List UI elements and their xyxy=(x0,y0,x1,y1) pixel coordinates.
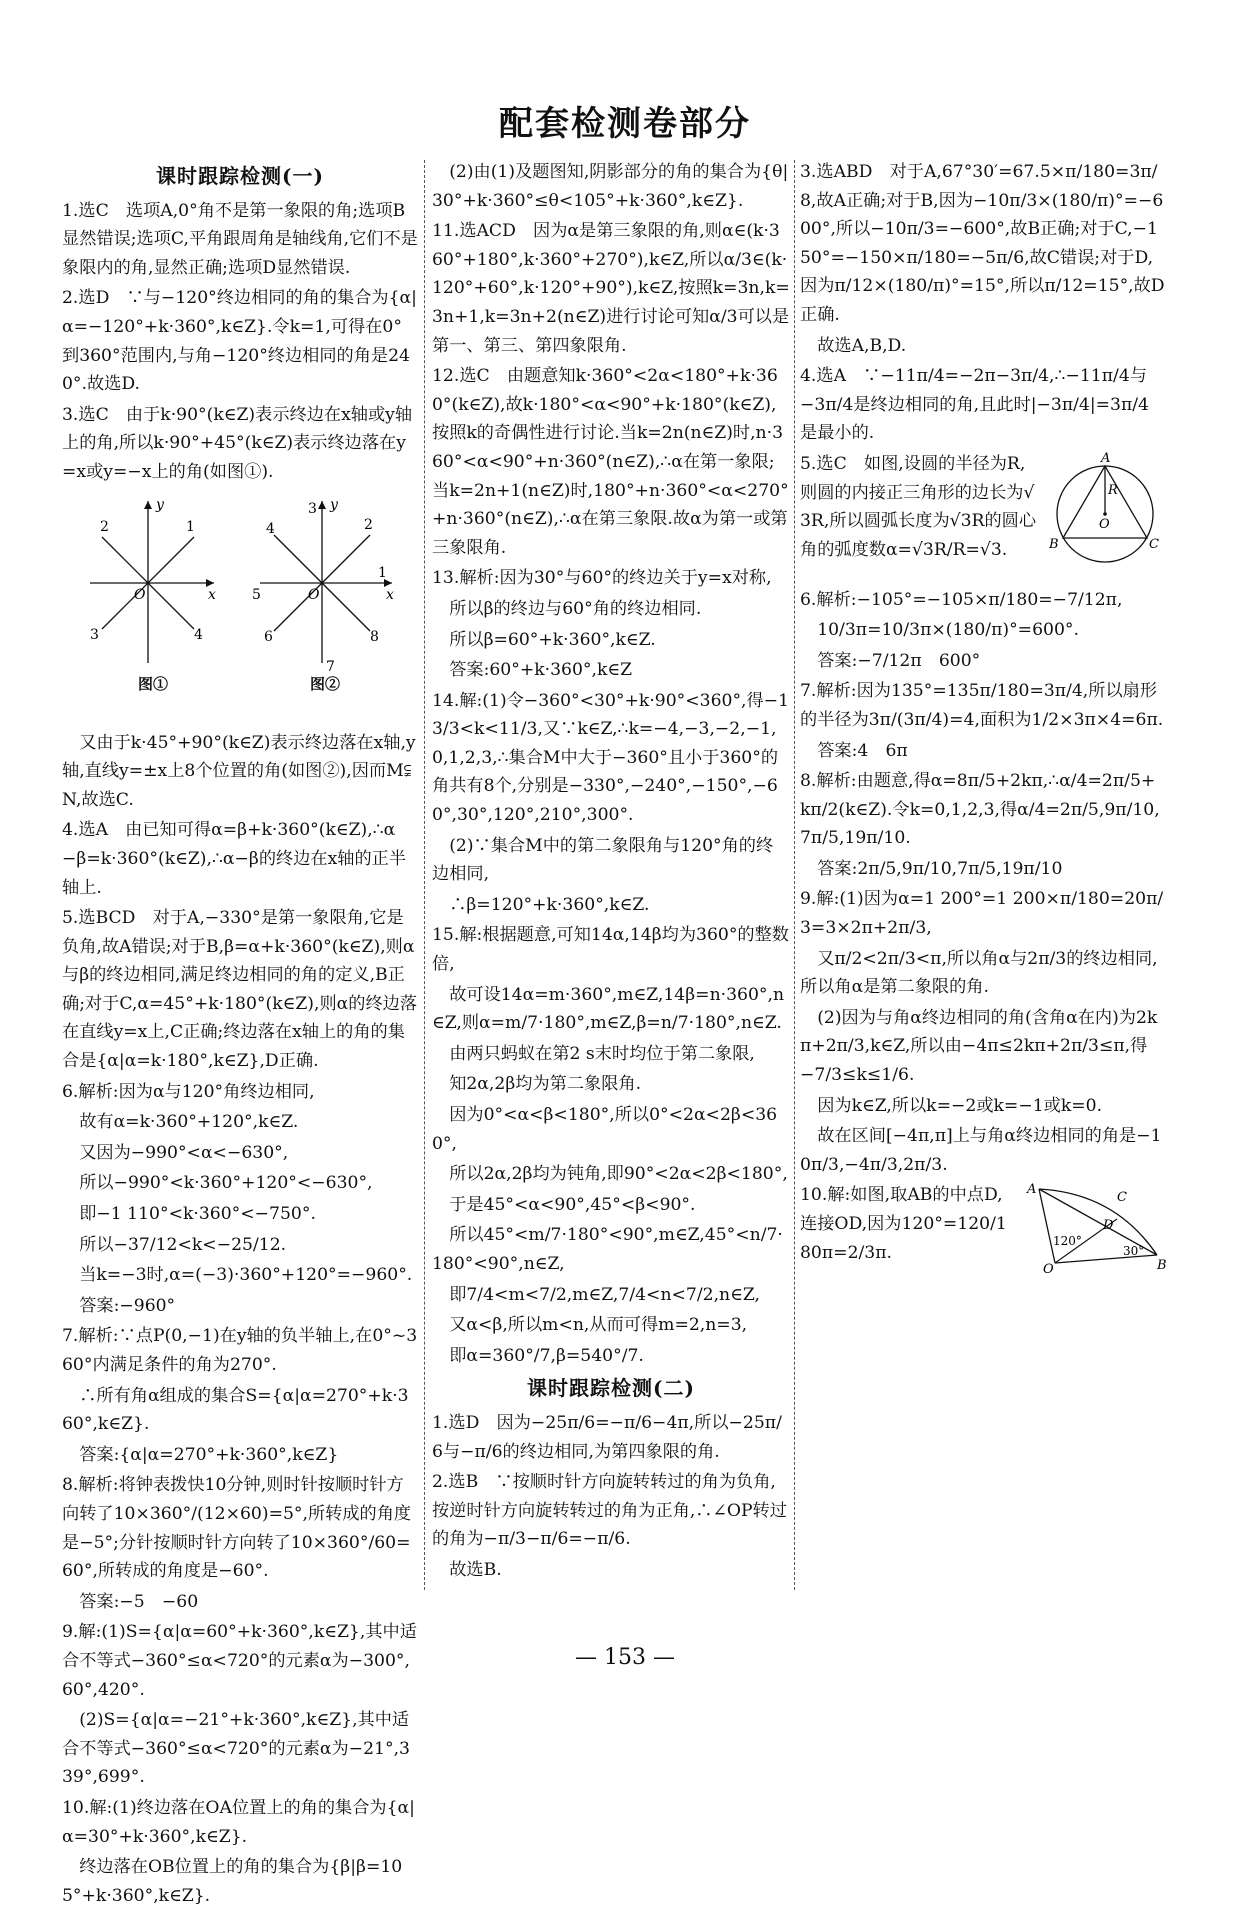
answer-line: 10.解:(1)终边落在OA位置上的角的集合为{α|α=30°+k·360°,k∈Z}. xyxy=(62,1797,415,1847)
fig1-mark-y: y xyxy=(156,496,164,513)
column-1-block-a xyxy=(62,197,418,487)
answer-line: 4.选A ∵−11π/4=−2π−3π/4,∴−11π/4与−3π/4是终边相同的角,且此时|−3π/4|=3π/4是最小的. xyxy=(800,366,1149,444)
section-heading-1: 课时跟踪检测(一) xyxy=(156,164,324,188)
answer-line: 故选A,B,D. xyxy=(800,335,907,356)
column-divider-1 xyxy=(424,160,425,1590)
answer-line: 所以β=60°+k·360°,k∈Z. xyxy=(432,629,656,650)
fig2-mark-o: O xyxy=(308,586,320,603)
fig2-mark-x: x xyxy=(386,586,394,603)
answer-line: 8.解析:将钟表拨快10分钟,则时针按顺时针方向转了10×360°/(12×60)=5°,所转成的角度是−5°;分针按顺时针方向转了10×360°/60=60°,所转成的角度是−60°. xyxy=(62,1475,412,1582)
answer-line: 所以−37/12<k<−25/12. xyxy=(62,1234,287,1255)
answer-line: 故有α=k·360°+120°,k∈Z. xyxy=(62,1112,299,1133)
answer-line: 4.选A 由已知可得α=β+k·360°(k∈Z),∴α−β=k·360°(k∈Z),∴α−β的终边在x轴的正半轴上. xyxy=(62,820,407,898)
answer-line: 15.解:根据题意,可知14α,14β均为360°的整数倍, xyxy=(432,925,789,975)
fig1-mark-x: x xyxy=(208,586,216,603)
fig1-mark-4: 4 xyxy=(194,626,203,643)
answer-line: 所以45°<m/7·180°<90°,m∈Z,45°<n/7·180°<90°,n∈Z, xyxy=(432,1225,783,1274)
answer-line: 9.解:(1)S={α|α=60°+k·360°,k∈Z},其中适合不等式−360°≤α<720°的元素α为−300°,60°,420°. xyxy=(62,1622,417,1700)
fig1-mark-2: 2 xyxy=(100,518,109,535)
answer-line: 9.解:(1)因为α=1 200°=1 200×π/180=20π/3=3×2π+2π/3, xyxy=(800,889,1164,939)
column-2-block-a xyxy=(432,158,790,1370)
circle-mark-o: O xyxy=(1099,516,1110,532)
sector-mark-o: O xyxy=(1043,1262,1054,1278)
answer-line: 8.解析:由题意,得α=8π/5+2kπ,∴α/4=2π/5+kπ/2(k∈Z).令k=0,1,2,3,得α/4=2π/5,9π/10,7π/5,19π/10. xyxy=(800,771,1160,849)
answer-line: 终边落在OB位置上的角的集合为{β|β=105°+k·360°,k∈Z}. xyxy=(62,1857,403,1906)
sector-mark-30: 30° xyxy=(1123,1244,1145,1259)
sector-mark-b: B xyxy=(1157,1258,1167,1274)
figure-row-angles xyxy=(62,493,418,703)
page-title: 配套检测卷部分 xyxy=(499,104,751,144)
answer-line: 2.选B ∵按顺时针方向旋转转过的角为负角,按逆时针方向旋转转过的角为正角,∴∠OP转过的角为−π/3−π/6=−π/6. xyxy=(432,1472,787,1550)
answer-line: 5.选BCD 对于A,−330°是第一象限角,它是负角,故A错误;对于B,β=α+k·360°(k∈Z),则α与β的终边相同,满足终边相同的角的定义,B正确;对于C,α=45°+k·180°(k∈Z),则α的终边落在直线y=x上,C正确;终边落在x轴上的角的集合是{α|α=k·180°,k∈Z},D正确. xyxy=(62,908,418,1072)
answer-line: 故在区间[−4π,π]上与角α终边相同的角是−10π/3,−4π/3,2π/3. xyxy=(800,1126,1162,1175)
sector-mark-c: C xyxy=(1117,1190,1127,1206)
answer-line: 答案:−5 −60 xyxy=(62,1591,199,1612)
answer-line: 答案:−960° xyxy=(62,1295,176,1316)
answer-line: 所以β的终边与60°角的终边相同. xyxy=(432,598,702,619)
answer-line: 因为k∈Z,所以k=−2或k=−1或k=0. xyxy=(800,1095,1103,1116)
answer-line: (2)∵集合M中的第二象限角与120°角的终边相同, xyxy=(432,835,774,885)
circle-mark-r: R xyxy=(1108,482,1118,498)
answer-line: 答案:4 6π xyxy=(800,740,908,761)
answer-line: 3.选ABD 对于A,67°30′=67.5×π/180=3π/8,故A正确;对于B,因为−10π/3×(180/π)°=−600°,所以−10π/3=−600°,故B正确;对于C,−150°=−150×π/180=−5π/6,故C错误;对于D,因为π/12×(180/π)°=15°,所以π/12=15°,故D正确. xyxy=(800,162,1165,325)
answer-line: 由两只蚂蚁在第2 s末时均位于第二象限, xyxy=(432,1043,755,1064)
column-1-block-b xyxy=(62,729,418,1911)
column-3-block-a xyxy=(800,158,1165,448)
answer-line: 6.解析:因为α与120°角终边相同, xyxy=(62,1081,315,1102)
page-number: — 153 — xyxy=(575,1645,675,1670)
answer-line: 12.选C 由题意知k·360°<2α<180°+k·360°(k∈Z),故k·180°<α<90°+k·180°(k∈Z),按照k的奇偶性进行讨论.当k=2n(n∈Z)时,n·360°<α<90°+n·360°(n∈Z),∴α在第一象限;当k=2n+1(n∈Z)时,180°+n·360°<α<270°+n·360°(n∈Z),∴α在第三象限.故α为第一或第三象限角. xyxy=(432,366,789,558)
column-2-block-b xyxy=(432,1409,790,1585)
answer-line: 又因为−990°<α<−630°, xyxy=(62,1142,289,1163)
answer-line: 因为0°<α<β<180°,所以0°<2α<2β<360°, xyxy=(432,1105,778,1154)
answer-line: ∴所有角α组成的集合S={α|α=270°+k·360°,k∈Z}. xyxy=(62,1385,409,1435)
fig2-mark-2: 2 xyxy=(364,516,373,533)
answer-line: 7.解析:∵点P(0,−1)在y轴的负半轴上,在0°~360°内满足条件的角为270°. xyxy=(62,1326,418,1375)
circle-mark-b: B xyxy=(1049,536,1059,552)
answer-10: 10.解:如图,取AB的中点D,连接OD,因为120°=120/180π=2/3π. xyxy=(800,1185,1007,1263)
column-divider-2 xyxy=(794,160,795,1590)
answer-line: 11.选ACD 因为α是第三象限的角,则α∈(k·360°+180°,k·360°+270°),k∈Z,所以α/3∈(k·120°+60°,k·120°+90°),k∈Z,按照k=3n,k=3n+1,k=3n+2(n∈Z)进行讨论可知α/3可以是第一、第三、第四象限角. xyxy=(432,221,790,356)
answer-line: (2)S={α|α=−21°+k·360°,k∈Z},其中适合不等式−360°≤α<720°的元素α为−21°,339°,699°. xyxy=(62,1710,410,1788)
answer-line: 故可设14α=m·360°,m∈Z,14β=n·360°,n∈Z,则α=m/7·180°,m∈Z,β=n/7·180°,n∈Z. xyxy=(432,984,785,1034)
answer-line: 答案:60°+k·360°,k∈Z xyxy=(432,660,633,681)
fig1-mark-o: O xyxy=(134,586,146,603)
answer-line: 即7/4<m<7/2,m∈Z,7/4<n<7/2,n∈Z, xyxy=(432,1284,760,1305)
figure-1-label: 图① xyxy=(138,674,169,693)
answer-line: 故选B. xyxy=(432,1559,502,1580)
answer-line: 又由于k·45°+90°(k∈Z)表示终边落在x轴,y轴,直线y=±x上8个位置的角(如图②),因而M⫋N,故选C. xyxy=(62,732,416,810)
fig2-mark-7: 7 xyxy=(326,658,335,675)
answer-line: (2)由(1)及题图知,阴影部分的角的集合为{θ|30°+k·360°≤θ<105°+k·360°,k∈Z}. xyxy=(432,162,789,211)
fig2-mark-1: 1 xyxy=(378,564,387,581)
answer-line: 14.解:(1)令−360°<30°+k·90°<360°,得−13/3<k<11/3,又∵k∈Z,∴k=−4,−3,−2,−1,0,1,2,3,∴集合M中大于−360°且小于360°的角共有8个,分别是−330°,−240°,−150°,−60°,30°,120°,210°,300°. xyxy=(432,690,790,826)
figure-2 xyxy=(252,493,402,693)
circle-mark-c: C xyxy=(1149,536,1159,552)
section-heading-2: 课时跟踪检测(二) xyxy=(527,1376,695,1401)
figure-sector xyxy=(1025,1183,1165,1283)
fig2-mark-3: 3 xyxy=(308,500,317,517)
answer-line: 3.选C 由于k·90°(k∈Z)表示终边在x轴或y轴上的角,所以k·90°+45°(k∈Z)表示终边落在y=x或y=−x上的角(如图①). xyxy=(62,404,413,482)
answer-line: 6.解析:−105°=−105×π/180=−7/12π, xyxy=(800,589,1123,610)
answer-line: 答案:2π/5,9π/10,7π/5,19π/10 xyxy=(800,858,1063,879)
fig2-mark-8: 8 xyxy=(370,628,379,645)
answer-line: 即−1 110°<k·360°<−750°. xyxy=(62,1204,316,1225)
fig2-mark-4: 4 xyxy=(266,520,275,537)
answer-line: 2.选D ∵与−120°终边相同的角的集合为{α|α=−120°+k·360°,k∈Z}.令k=1,可得在0°到360°范围内,与角−120°终边相同的角是240°.故选D. xyxy=(62,288,417,395)
answer-line: 于是45°<α<90°,45°<β<90°. xyxy=(432,1194,696,1215)
figure-1 xyxy=(82,493,222,693)
answer-line: 所以−990°<k·360°+120°<−630°, xyxy=(62,1173,373,1194)
sector-mark-a: A xyxy=(1027,1182,1037,1198)
answer-5: 5.选C 如图,设圆的半径为R,则圆的内接正三角形的边长为√3R,所以圆弧长度为√3R的圆心角的弧度数α=√3R/R=√3. xyxy=(800,453,1037,560)
sector-mark-d: D xyxy=(1103,1218,1114,1234)
fig2-mark-6: 6 xyxy=(264,628,273,645)
sector-mark-120: 120° xyxy=(1053,1234,1082,1249)
answer-line: (2)因为与角α终边相同的角(含角α在内)为2kπ+2π/3,k∈Z,所以由−4π≤2kπ+2π/3≤π,得−7/3≤k≤1/6. xyxy=(800,1007,1158,1086)
answer-line: 即α=360°/7,β=540°/7. xyxy=(432,1345,644,1366)
answer-line: 1.选C 选项A,0°角不是第一象限的角;选项B显然错误;选项C,平角跟周角是轴线角,它们不是象限内的角,显然正确;选项D显然错误. xyxy=(62,200,418,278)
fig2-mark-y: y xyxy=(330,496,338,513)
answer-line: 答案:−7/12π 600° xyxy=(800,650,981,671)
answer-line: 知2α,2β均为第二象限角. xyxy=(432,1074,642,1095)
answer-line: 又α<β,所以m<n,从而可得m=2,n=3, xyxy=(432,1315,748,1336)
figure-inscribed-triangle xyxy=(1045,452,1165,582)
answer-line: 又π/2<2π/3<π,所以角α与2π/3的终边相同,所以角α是第二象限的角. xyxy=(800,948,1158,998)
column-3-block-b xyxy=(800,586,1165,1180)
answer-line: 所以2α,2β均为钝角,即90°<2α<2β<180°, xyxy=(432,1164,788,1185)
answer-line: 13.解析:因为30°与60°的终边关于y=x对称, xyxy=(432,568,772,589)
circle-mark-a: A xyxy=(1101,450,1111,466)
fig1-mark-1: 1 xyxy=(186,518,195,535)
fig1-mark-3: 3 xyxy=(90,626,99,643)
answer-line: 答案:{α|α=270°+k·360°,k∈Z} xyxy=(62,1444,339,1465)
answer-line: ∴β=120°+k·360°,k∈Z. xyxy=(432,894,650,915)
answer-line: 当k=−3时,α=(−3)·360°+120°=−960°. xyxy=(62,1265,413,1286)
column-3 xyxy=(800,158,1165,1287)
answer-line: 10/3π=10/3π×(180/π)°=600°. xyxy=(800,620,1079,641)
answer-line: 7.解析:因为135°=135π/180=3π/4,所以扇形的半径为3π/(3π/4)=4,面积为1/2×3π×4=6π. xyxy=(800,681,1164,730)
fig2-mark-5: 5 xyxy=(252,586,261,603)
figure-2-label: 图② xyxy=(310,674,341,693)
answer-line: 1.选D 因为−25π/6=−π/6−4π,所以−25π/6与−π/6的终边相同,为第四象限的角. xyxy=(432,1412,782,1462)
column-2 xyxy=(432,158,790,1587)
